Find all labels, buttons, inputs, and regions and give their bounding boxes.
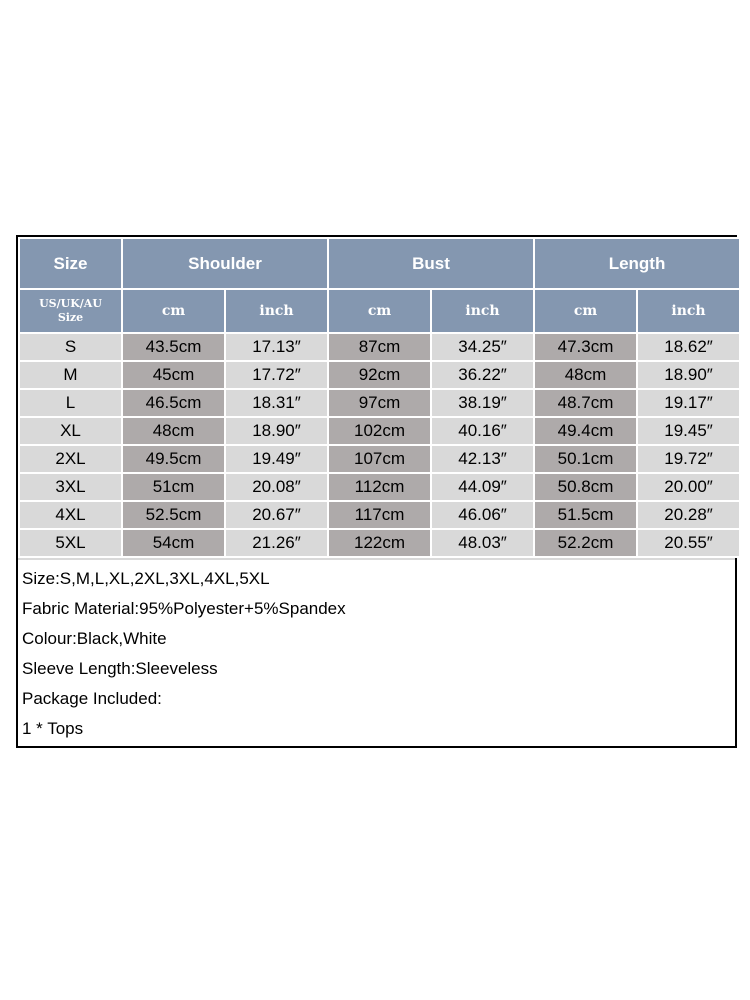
shoulder-cm-cell: 46.5cm	[122, 389, 225, 417]
size-cell: L	[19, 389, 122, 417]
length-inch-cell: 18.90″	[637, 361, 740, 389]
size-table	[18, 237, 741, 558]
bust-inch-cell: 48.03″	[431, 529, 534, 557]
shoulder-cm-cell: 51cm	[122, 473, 225, 501]
shoulder-inch-header: inch	[225, 289, 328, 333]
bust-inch-cell: 36.22″	[431, 361, 534, 389]
note-line: Fabric Material:95%Polyester+5%Spandex	[22, 599, 346, 618]
table-row	[19, 473, 740, 501]
length-inch-cell: 20.55″	[637, 529, 740, 557]
length-inch-cell: 18.62″	[637, 333, 740, 361]
bust-cm-header: cm	[328, 289, 431, 333]
bust-cm-cell: 92cm	[328, 361, 431, 389]
size-region-header	[19, 289, 122, 333]
bust-cm-cell: 102cm	[328, 417, 431, 445]
shoulder-inch-cell: 20.67″	[225, 501, 328, 529]
length-cm-cell: 49.4cm	[534, 417, 637, 445]
length-cm-cell: 48.7cm	[534, 389, 637, 417]
size-chart	[16, 235, 737, 748]
length-cm-header: cm	[534, 289, 637, 333]
group-header-row	[19, 238, 740, 289]
size-cell: S	[19, 333, 122, 361]
size-cell: 4XL	[19, 501, 122, 529]
length-inch-header: inch	[637, 289, 740, 333]
length-cm-cell: 52.2cm	[534, 529, 637, 557]
bust-inch-cell: 44.09″	[431, 473, 534, 501]
shoulder-cm-cell: 49.5cm	[122, 445, 225, 473]
bust-inch-cell: 46.06″	[431, 501, 534, 529]
length-inch-cell: 19.72″	[637, 445, 740, 473]
shoulder-header: Shoulder	[122, 238, 328, 289]
length-cm-cell: 48cm	[534, 361, 637, 389]
bust-inch-cell: 38.19″	[431, 389, 534, 417]
table-row	[19, 501, 740, 529]
shoulder-cm-cell: 54cm	[122, 529, 225, 557]
length-cm-cell: 50.1cm	[534, 445, 637, 473]
size-header: Size	[19, 238, 122, 289]
size-cell: 2XL	[19, 445, 122, 473]
note-line: Colour:Black,White	[22, 629, 167, 648]
shoulder-cm-cell: 52.5cm	[122, 501, 225, 529]
note-line: Package Included:	[22, 689, 162, 708]
shoulder-cm-cell: 45cm	[122, 361, 225, 389]
table-row	[19, 445, 740, 473]
note-line: 1 * Tops	[22, 719, 84, 738]
shoulder-inch-cell: 20.08″	[225, 473, 328, 501]
length-inch-cell: 19.45″	[637, 417, 740, 445]
bust-cm-cell: 112cm	[328, 473, 431, 501]
table-row	[19, 333, 740, 361]
bust-inch-cell: 34.25″	[431, 333, 534, 361]
size-cell: 5XL	[19, 529, 122, 557]
table-row	[19, 417, 740, 445]
bust-cm-cell: 117cm	[328, 501, 431, 529]
shoulder-cm-header: cm	[122, 289, 225, 333]
length-header: Length	[534, 238, 740, 289]
bust-inch-cell: 42.13″	[431, 445, 534, 473]
shoulder-inch-cell: 19.49″	[225, 445, 328, 473]
table-row	[19, 361, 740, 389]
shoulder-inch-cell: 17.72″	[225, 361, 328, 389]
length-inch-cell: 20.00″	[637, 473, 740, 501]
shoulder-inch-cell: 17.13″	[225, 333, 328, 361]
bust-cm-cell: 107cm	[328, 445, 431, 473]
shoulder-cm-cell: 48cm	[122, 417, 225, 445]
bust-header: Bust	[328, 238, 534, 289]
length-cm-cell: 50.8cm	[534, 473, 637, 501]
size-cell: M	[19, 361, 122, 389]
size-region-line1: US/UK/AU	[39, 297, 102, 310]
bust-cm-cell: 87cm	[328, 333, 431, 361]
length-inch-cell: 19.17″	[637, 389, 740, 417]
note-line: Size:S,M,L,XL,2XL,3XL,4XL,5XL	[22, 569, 270, 588]
bust-cm-cell: 122cm	[328, 529, 431, 557]
bust-inch-cell: 40.16″	[431, 417, 534, 445]
table-row	[19, 389, 740, 417]
unit-header-row	[19, 289, 740, 333]
note-line: Sleeve Length:Sleeveless	[22, 659, 218, 678]
bust-inch-header: inch	[431, 289, 534, 333]
bust-cm-cell: 97cm	[328, 389, 431, 417]
table-row	[19, 529, 740, 557]
length-cm-cell: 47.3cm	[534, 333, 637, 361]
length-inch-cell: 20.28″	[637, 501, 740, 529]
shoulder-inch-cell: 18.90″	[225, 417, 328, 445]
shoulder-inch-cell: 18.31″	[225, 389, 328, 417]
length-cm-cell: 51.5cm	[534, 501, 637, 529]
shoulder-inch-cell: 21.26″	[225, 529, 328, 557]
size-rows	[19, 333, 740, 557]
size-region-line2: Size	[57, 311, 84, 324]
size-cell: XL	[19, 417, 122, 445]
shoulder-cm-cell: 43.5cm	[122, 333, 225, 361]
size-cell: 3XL	[19, 473, 122, 501]
product-notes	[18, 558, 735, 746]
